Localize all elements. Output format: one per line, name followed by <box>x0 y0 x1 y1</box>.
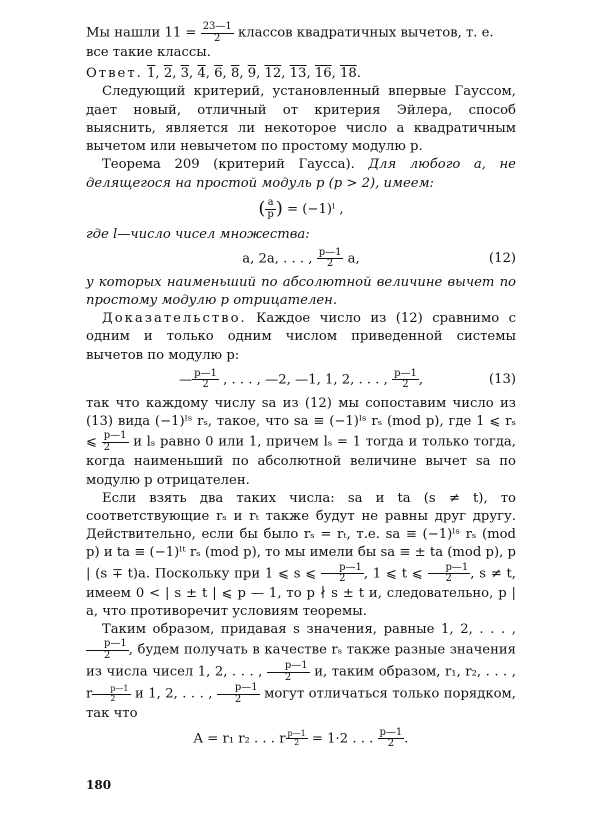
text-line: где l—число чисел множества: <box>86 226 310 242</box>
answer-item: 1 <box>147 66 156 82</box>
text: a, 2a, . . . , <box>242 251 313 267</box>
answer-item: 3 <box>180 66 189 82</box>
paragraph-mapping <box>86 395 516 490</box>
page-number: 180 <box>86 778 112 792</box>
answer-item: 6 <box>214 66 223 82</box>
numerator: p—1 <box>86 639 129 651</box>
answer-label: Ответ. <box>86 66 143 82</box>
text: Таким образом, придавая s значения, равные 1, 2, . . . , <box>102 622 516 638</box>
denominator: 2 <box>234 693 242 705</box>
answer-item: 8 <box>230 66 240 82</box>
text: 1, 2, . . . , <box>148 686 213 702</box>
fraction <box>201 22 234 44</box>
denominator: p <box>267 208 274 220</box>
answer-list: 1, 2, 3, 4, 6, 8, 9, 12, 13, 16, 18. <box>147 66 361 82</box>
text: , s ≠ t, имеем 0 < | s ± t | ⩽ p — 1, <box>86 566 516 601</box>
numerator: a <box>265 198 275 210</box>
text: могут отличаться только порядком, так что <box>86 686 516 722</box>
proof-paragraph <box>86 310 516 365</box>
text: A = r₁ r₂ . . . r <box>193 731 286 747</box>
equation-number: (12) <box>488 250 516 266</box>
numerator: 23—1 <box>202 21 232 32</box>
text: так что каждому числу sa из (12) мы сопоставим число из (13) вида (−1)ˡˢ rₛ, такое, что sa ≡ (−1)ˡˢ rₛ (mod p), где 1 ⩽ rₛ ⩽ <box>86 395 516 450</box>
text: = 1·2 . . . <box>311 731 374 747</box>
answer-item: 13 <box>289 66 307 82</box>
text: — <box>178 372 193 388</box>
text: Мы нашли 11 = <box>86 25 197 41</box>
numerator: p—1 <box>194 367 217 379</box>
theorem-name: (критерий Гаусса). <box>213 157 355 173</box>
answer-item: 4 <box>197 66 206 82</box>
text-line: все такие классы. <box>86 45 211 60</box>
theorem-text: Для любого a, не делящегося на простой модуль p (p > 2), имеем: <box>86 157 516 191</box>
denominator: 2 <box>294 738 300 748</box>
equation-12 <box>86 248 516 270</box>
denominator: 2 <box>402 379 409 391</box>
numerator: p—1 <box>287 728 306 738</box>
proof-label: Доказательство. <box>102 311 247 327</box>
text: будем получать в качестве rₛ также разные значения из числа <box>86 642 516 680</box>
numerator: p—1 <box>318 246 342 258</box>
text: , 1 ⩽ t ⩽ <box>363 566 423 582</box>
equation-13 <box>86 369 516 391</box>
theorem-tail: у которых наименьший по абсолютной величине вычет по простому модулю p отрицателен. <box>86 274 516 309</box>
text: Если взять два таких числа: sa и ta (s ≠ t), то соответствующие rₛ и rₜ также будут не равны друг другу. Действительно, если бы было rₛ = rₜ, т.е. sa ≡ (−1)ˡˢ rₛ (mod p) и ta ≡ (−1)ˡᵗ rₛ (mod p), то мы имели бы sa ≡ ± ta (mod p), p | (s ∓ t)a. Поскольку при <box>86 490 516 582</box>
paragraph-conclusion: Таким образом, придавая s значения, равные 1, 2, . . . , $\frac{p—1}{2}$ , будем получать в качестве rₛ также разные значения из числа чисел 1, 2, . . . , $\frac{p—1}{2}$ и, таким образом, r₁, r₂, . . . , r $\frac{p—1}{2}$ и 1, 2, . . . , $\frac{p—1}{2}$ могут отличаться только порядком, так что <box>86 622 516 722</box>
denominator: 2 <box>103 441 111 453</box>
paragraph-intro: Следующий критерий, установленный впервые Гауссом, дает новый, отличный от критерия Эйлера, способ выяснить, является ли некоторое число a квадратичным вычетом или невычетом по простому модулю p. <box>86 84 516 155</box>
numerator: p—1 <box>379 726 403 738</box>
answer-item: 16 <box>314 66 332 82</box>
denominator: 2 <box>202 379 209 391</box>
text: то p ∤ s ± t и, следовательно, p | a, что противоречит условиям теоремы. <box>86 585 516 619</box>
text: a, <box>347 251 360 267</box>
text: , . . . , —2, —1, 1, 2, . . . , <box>223 372 388 388</box>
text: . <box>404 731 409 747</box>
text: чисел 1, 2, . . . , <box>152 664 263 680</box>
text: и <box>134 686 144 702</box>
theorem <box>86 156 516 192</box>
text: и, таким образом, r₁, r₂, . . . , r <box>86 664 516 702</box>
formula-rhs: = (−1)ˡ , <box>287 201 344 217</box>
numerator: p—1 <box>92 685 130 694</box>
answer-item: 9 <box>247 66 257 82</box>
answer-item: 18 <box>340 66 357 82</box>
answer-line <box>86 65 516 83</box>
equation-A <box>86 728 516 750</box>
answer-item: 12 <box>264 66 282 82</box>
numerator: p—1 <box>103 430 127 442</box>
numerator: p—1 <box>394 367 417 379</box>
denominator: 2 <box>104 649 111 661</box>
text: 1 ⩽ s ⩽ <box>264 566 317 582</box>
answer-item: 2 <box>163 66 173 82</box>
numerator: p—1 <box>217 683 260 695</box>
text: и lₛ равно 0 или 1, причем lₛ = 1 тогда и только тогда, когда наименьший по абсолютной величине вычет sa по модулю p отрицателен. <box>86 434 516 488</box>
text: Каждое число из (12) сравнимо с одним и только одним числом приведенной системы вычетов по модулю p: <box>86 311 516 363</box>
text: классов квадратичных вычетов, т. е. <box>237 25 494 41</box>
denominator: 2 <box>445 573 452 585</box>
denominator: 2 <box>214 32 221 44</box>
legendre-formula: ( $\frac{a}{p}$ ) = (−1)ˡ , <box>258 197 344 220</box>
numerator: p—1 <box>267 661 310 673</box>
paragraph-distinct <box>86 490 516 621</box>
denominator: 2 <box>284 671 292 683</box>
line-classes <box>86 22 516 44</box>
text: , <box>418 372 424 388</box>
denominator: 2 <box>339 573 346 585</box>
page-body <box>86 22 516 754</box>
theorem-title: Теорема 209 <box>102 157 200 173</box>
denominator: 2 <box>387 738 395 750</box>
denominator: 2 <box>110 693 116 703</box>
equation-number: (13) <box>488 371 516 387</box>
numerator: p—1 <box>428 563 471 575</box>
numerator: p—1 <box>321 563 364 575</box>
denominator: 2 <box>326 258 334 270</box>
